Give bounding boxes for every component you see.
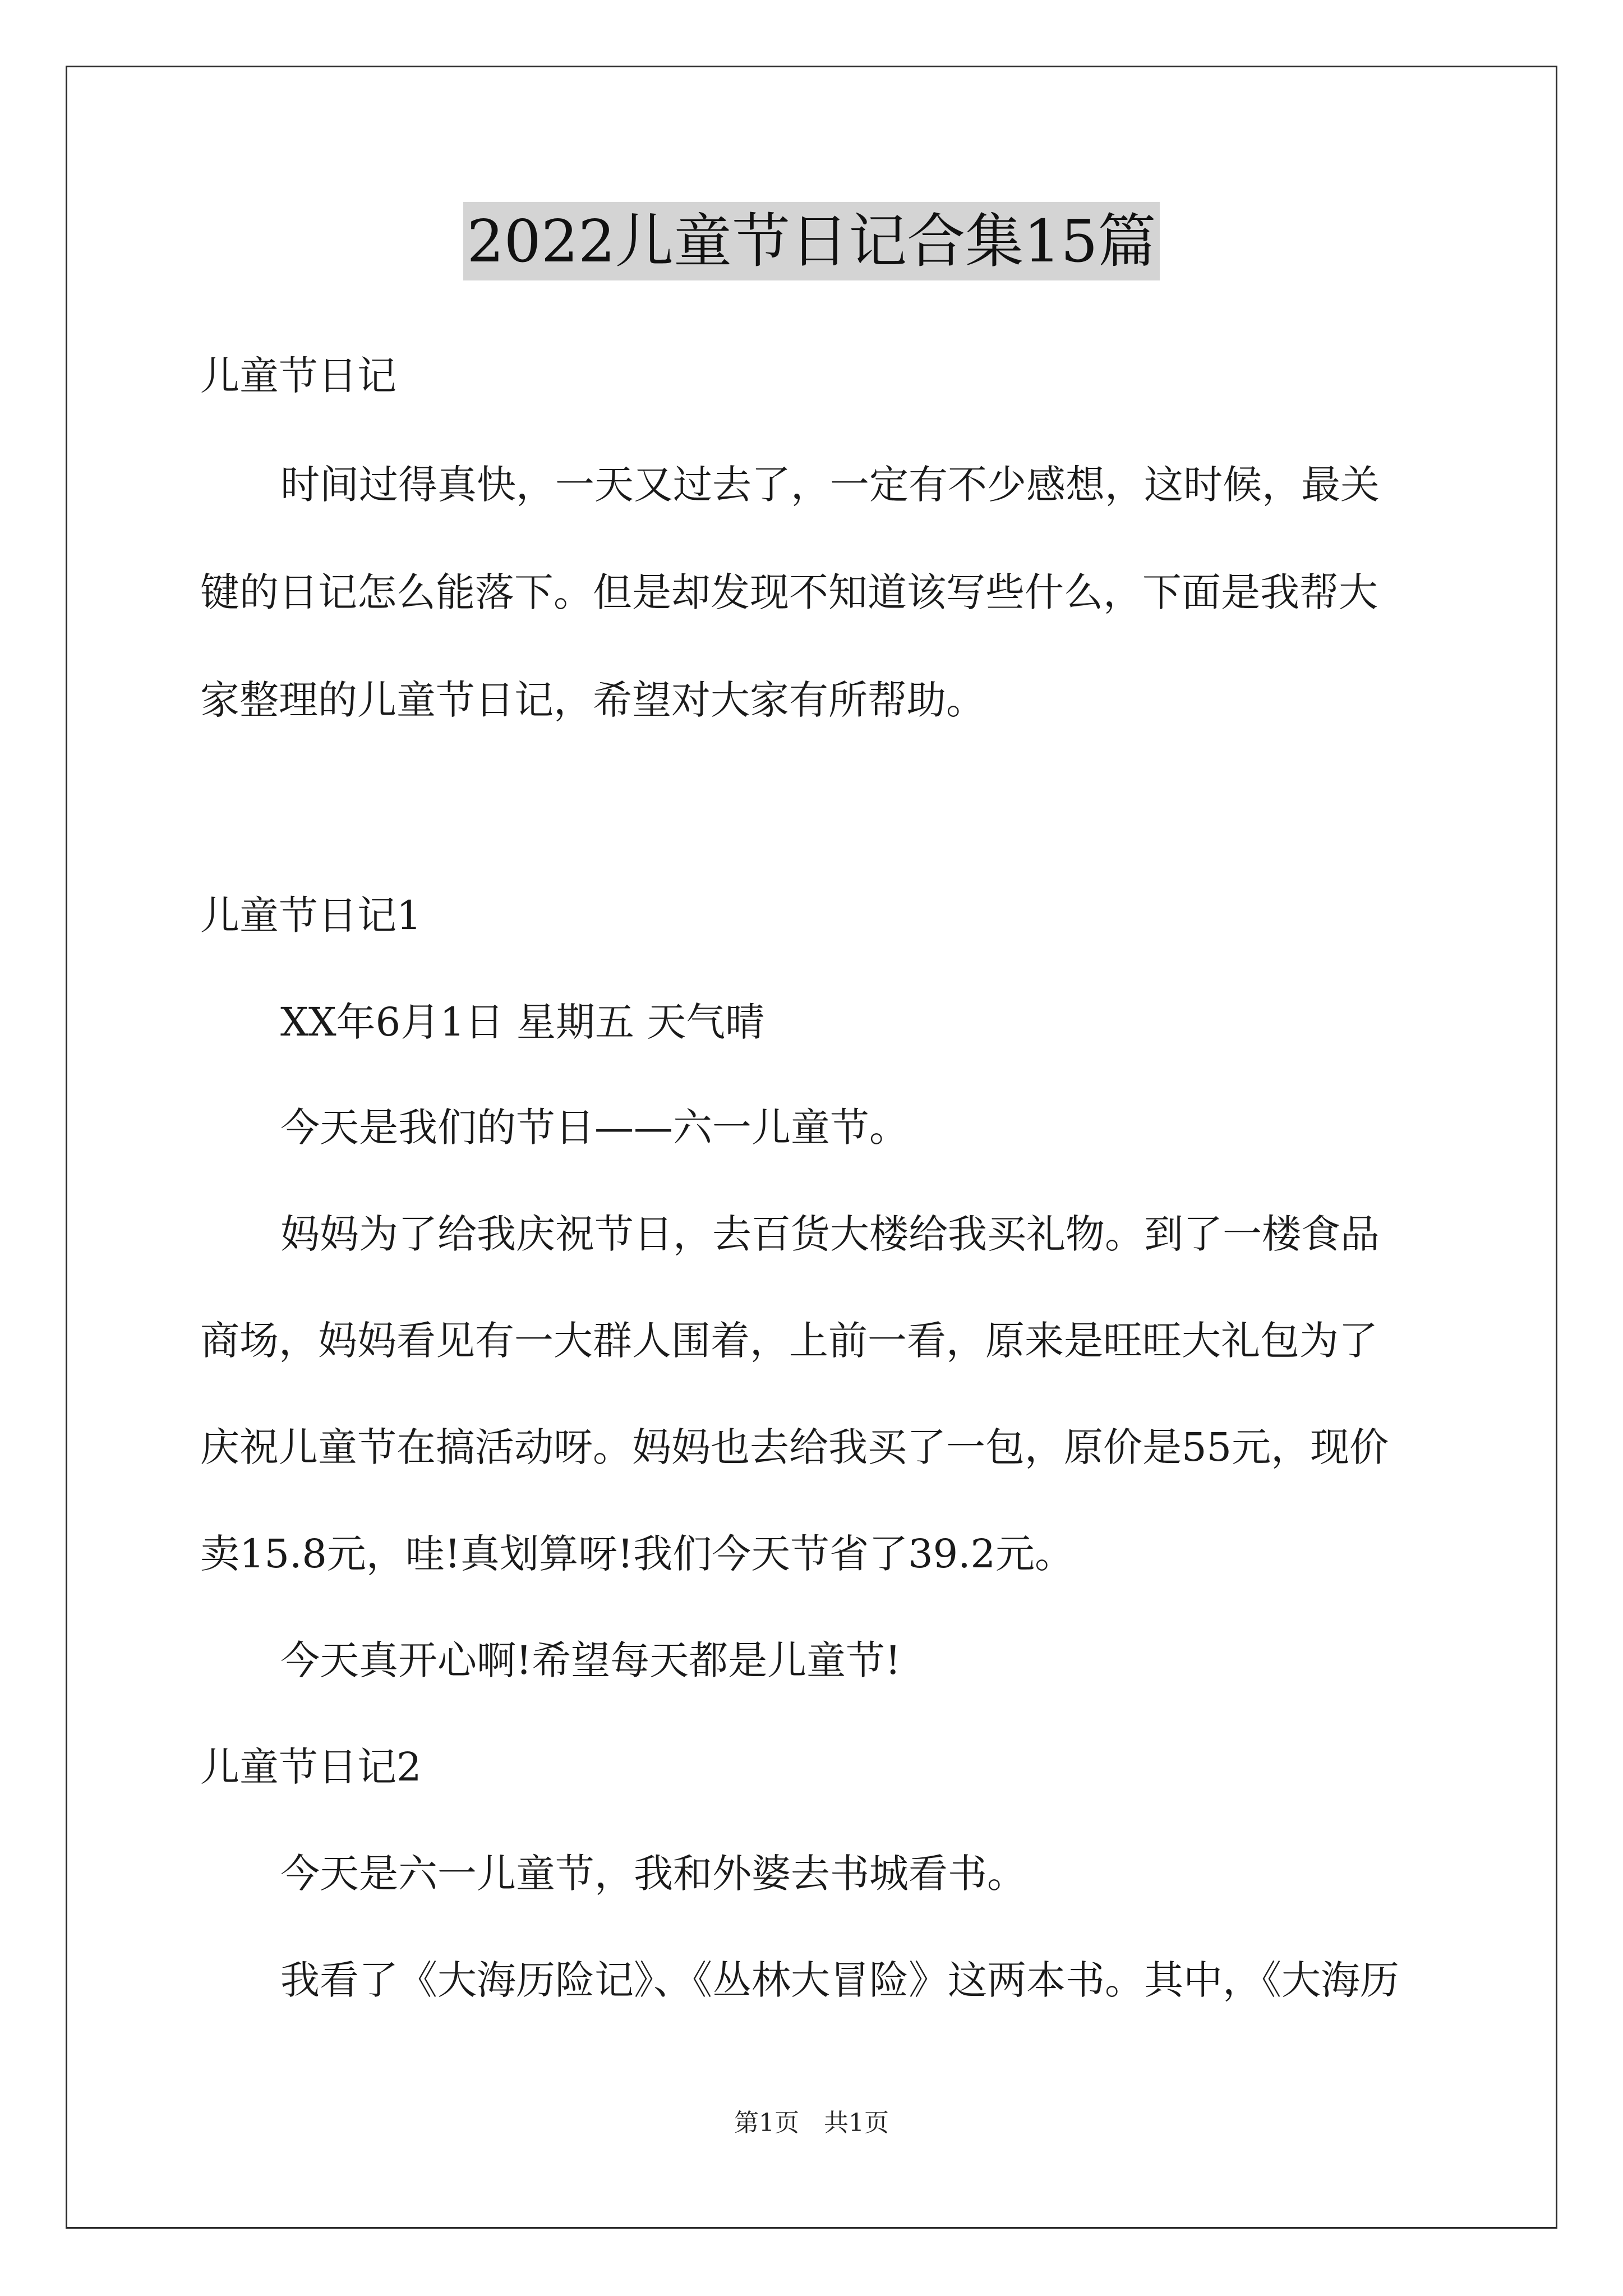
paragraph-line: 时间过得真快，一天又过去了，一定有不少感想，这时候，最关 [280,462,1380,508]
paragraph-line: 卖15.8元，哇!真划算呀!我们今天节省了39.2元。 [200,1531,1074,1577]
paragraph-line: 今天真开心啊!希望每天都是儿童节! [280,1637,901,1683]
section-heading: 儿童节日记2 [200,1744,422,1790]
paragraph-line: 庆祝儿童节在搞活动呀。妈妈也去给我买了一包，原价是55元，现价 [200,1424,1389,1470]
date-line: XX年6月1日 星期五 天气晴 [280,999,765,1045]
paragraph-line: 商场，妈妈看见有一大群人围着，上前一看，原来是旺旺大礼包为了 [200,1318,1378,1364]
paragraph-line: 我看了《大海历险记》、《丛林大冒险》这两本书。其中，《大海历 [280,1957,1399,2003]
paragraph-line: 妈妈为了给我庆祝节日，去百货大楼给我买礼物。到了一楼食品 [280,1211,1380,1257]
paragraph-line: 键的日记怎么能落下。但是却发现不知道该写些什么，下面是我帮大 [200,569,1378,615]
page-footer: 第1页 共1页 [734,2109,889,2137]
section-heading: 儿童节日记 [200,353,396,399]
title-container [0,202,1623,280]
paragraph-line: 今天是我们的节日——六一儿童节。 [280,1105,909,1151]
paragraph-line: 今天是六一儿童节，我和外婆去书城看书。 [280,1851,1026,1897]
section-heading: 儿童节日记1 [200,892,422,938]
document-title: 2022儿童节日记合集15篇 [463,202,1159,280]
paragraph-line: 家整理的儿童节日记，希望对大家有所帮助。 [200,677,985,723]
